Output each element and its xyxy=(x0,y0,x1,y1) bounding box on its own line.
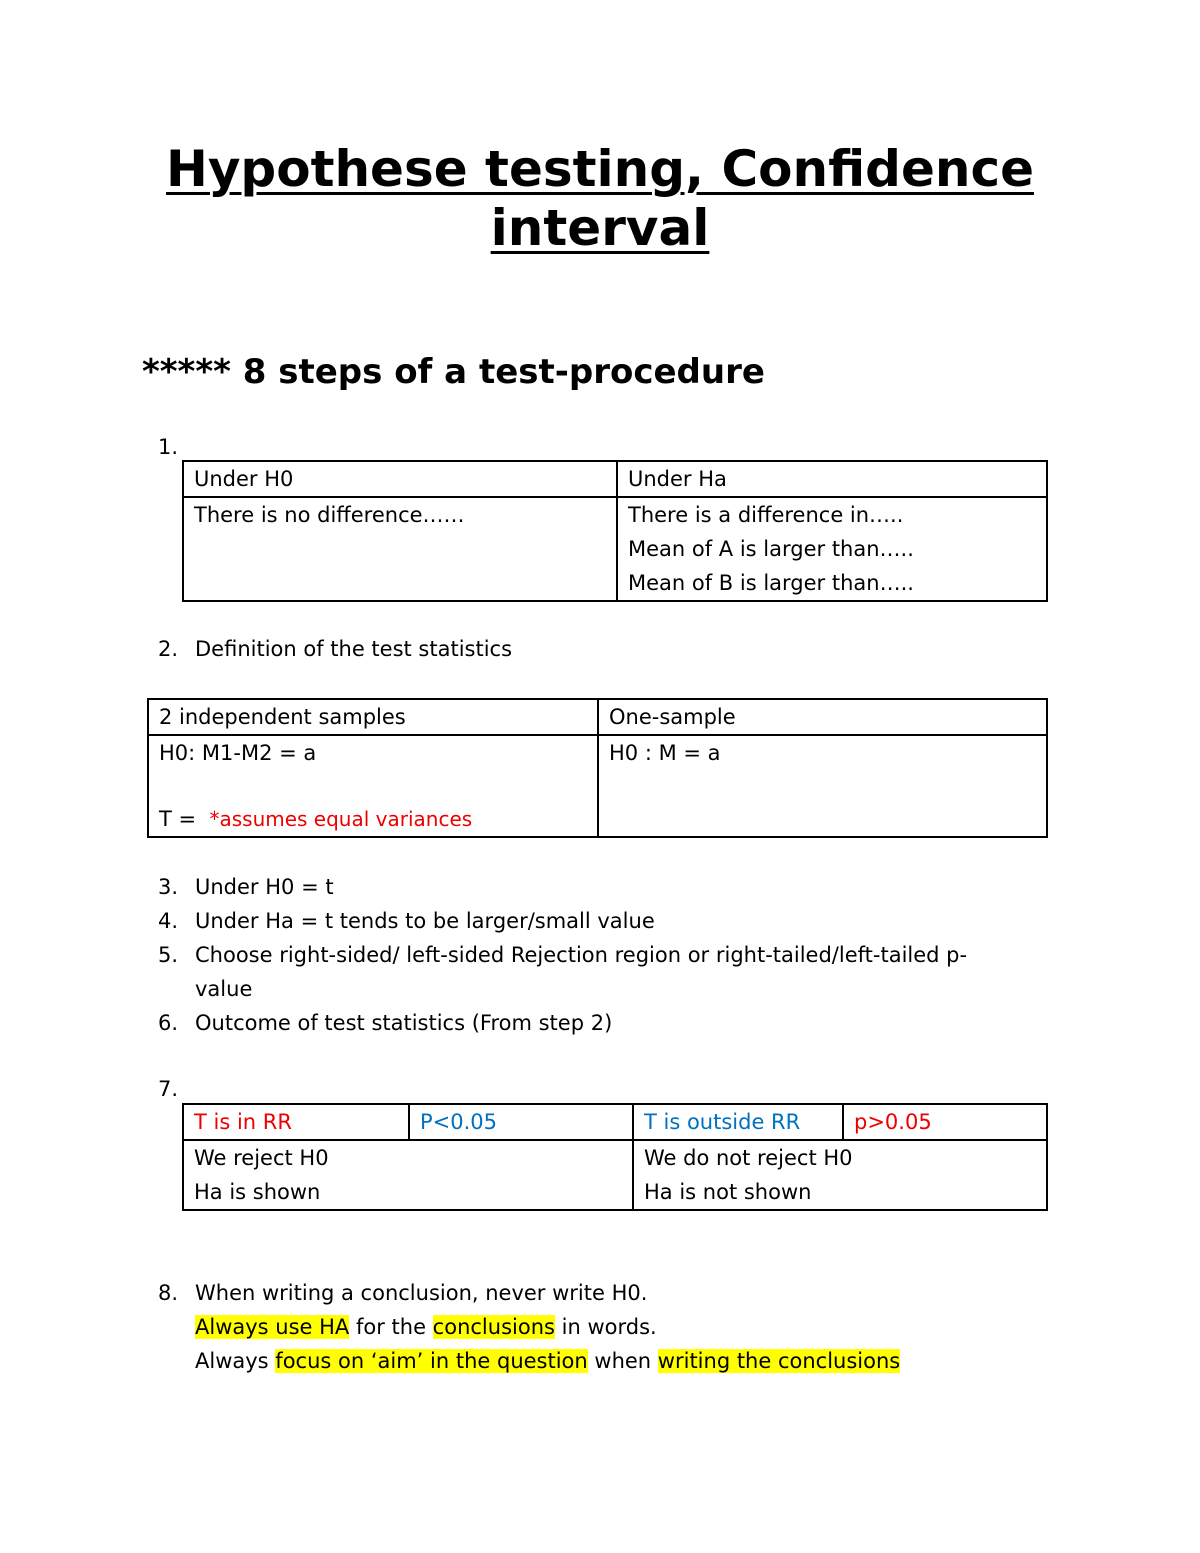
h0-description: There is no difference…… xyxy=(183,497,617,601)
ha-line: There is a difference in….. xyxy=(628,503,904,527)
p-less-header: P<0.05 xyxy=(409,1104,633,1140)
step-2-label: Definition of the test statistics xyxy=(195,637,513,661)
independent-samples-cell xyxy=(148,735,598,837)
conclusion-line-3: Always focus on ‘aim’ in the question when writing the conclusions xyxy=(195,1349,901,1373)
one-sample-cell xyxy=(598,735,1047,837)
t-outside-rr-header: T is outside RR xyxy=(633,1104,843,1140)
steps-list xyxy=(158,870,1058,1040)
ha-header: Under Ha xyxy=(617,461,1047,497)
section-heading: ***** 8 steps of a test-procedure xyxy=(142,352,765,392)
t-label: T = xyxy=(159,807,197,831)
not-reject-line: We do not reject H0 xyxy=(644,1146,853,1170)
list-item: 5. Choose right-sided/ left-sided Rejection region or right-tailed/left-tailed p- xyxy=(158,943,968,967)
p-greater-header: p>0.05 xyxy=(843,1104,1047,1140)
list-item: 6. Outcome of test statistics (From step 2) xyxy=(158,1011,613,1035)
reject-line: We reject H0 xyxy=(194,1146,329,1170)
step-7-number: 7. xyxy=(158,1077,179,1101)
step-1-number: 1. xyxy=(158,435,179,459)
step-8-text xyxy=(195,1276,900,1378)
list-item: 3. Under H0 = t xyxy=(158,875,334,899)
reject-cell xyxy=(183,1140,633,1210)
list-item: 4. Under Ha = t tends to be larger/small value xyxy=(158,909,655,933)
equal-variances-note: *assumes equal variances xyxy=(209,807,473,831)
ha-description xyxy=(617,497,1047,601)
conclusion-line-2: Always use HA for the conclusions in words. xyxy=(195,1315,657,1339)
hypotheses-table xyxy=(182,460,1048,602)
step-2-number: 2. xyxy=(158,637,179,661)
one-sample-header: One-sample xyxy=(598,699,1047,735)
step-8-number: 8. xyxy=(158,1281,179,1305)
h0-equation: H0: M1-M2 = a xyxy=(159,741,317,765)
decision-table xyxy=(182,1103,1048,1211)
h0-equation-one-sample: H0 : M = a xyxy=(609,741,721,765)
t-in-rr-header: T is in RR xyxy=(183,1104,409,1140)
conclusion-line-1: When writing a conclusion, never write H0. xyxy=(195,1281,648,1305)
ha-line: Mean of B is larger than….. xyxy=(628,571,914,595)
not-reject-line: Ha is not shown xyxy=(644,1180,812,1204)
page-title: Hypothese testing, Confidence interval xyxy=(165,140,1035,257)
reject-line: Ha is shown xyxy=(194,1180,321,1204)
list-item: value xyxy=(195,977,253,1001)
not-reject-cell xyxy=(633,1140,1047,1210)
test-statistics-table xyxy=(147,698,1048,838)
ha-line: Mean of A is larger than….. xyxy=(628,537,914,561)
t-formula-line xyxy=(159,802,587,836)
independent-samples-header: 2 independent samples xyxy=(148,699,598,735)
h0-header: Under H0 xyxy=(183,461,617,497)
